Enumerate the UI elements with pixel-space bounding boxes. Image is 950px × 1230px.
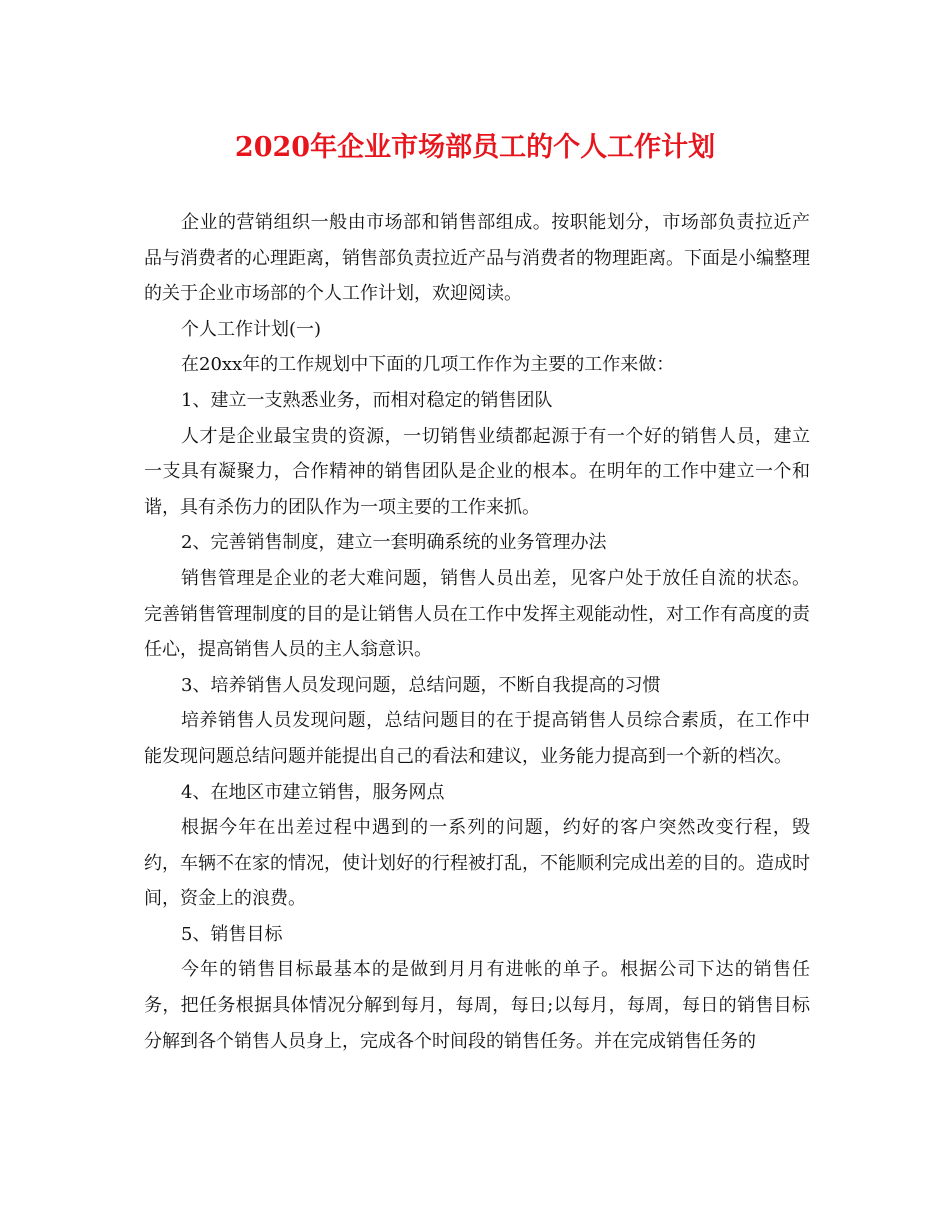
document-body (144, 205, 810, 1059)
item-body-2: 销售管理是企业的老大难问题，销售人员出差，见客户处于放任自流的状态。完善销售管理制度的目的是让销售人员在工作中发挥主观能动性，对工作有高度的责任心，提高销售人员的主人翁意识。 (144, 567, 810, 661)
item-body-3: 培养销售人员发现问题，总结问题目的在于提高销售人员综合素质，在工作中能发现问题总结问题并能提出自己的看法和建议，业务能力提高到一个新的档次。 (144, 710, 810, 767)
item-body-5: 今年的销售目标最基本的是做到月月有进帐的单子。根据公司下达的销售任务，把任务根据具体情况分解到每月，每周，每日;以每月，每周，每日的销售目标分解到各个销售人员身上，完成各个时间段的销售任务。并在完成销售任务的 (144, 959, 810, 1052)
paragraph-plan-intro: 在20xx年的工作规划中下面的几项工作作为主要的工作来做： (181, 354, 675, 376)
item-heading-3: 3、培养销售人员发现问题，总结问题，不断自我提高的习惯 (181, 674, 661, 696)
item-heading-5: 5、销售目标 (181, 923, 283, 945)
item-heading-4: 4、在地区市建立销售，服务网点 (181, 781, 445, 803)
document-title: 2020年企业市场部员工的个人工作计划 (234, 132, 716, 163)
section-heading-plan-one: 个人工作计划(一) (181, 318, 322, 340)
item-body-4: 根据今年在出差过程中遇到的一系列的问题，约好的客户突然改变行程，毁约，车辆不在家的情况，使计划好的行程被打乱，不能顺利完成出差的目的。造成时间，资金上的浪费。 (144, 817, 810, 910)
item-body-1: 人才是企业最宝贵的资源，一切销售业绩都起源于有一个好的销售人员，建立一支具有凝聚力，合作精神的销售团队是企业的根本。在明年的工作中建立一个和谐，具有杀伤力的团队作为一项主要的工作来抓。 (144, 425, 810, 518)
paragraph-intro: 企业的营销组织一般由市场部和销售部组成。按职能划分，市场部负责拉近产品与消费者的心理距离，销售部负责拉近产品与消费者的物理距离。下面是小编整理的关于企业市场部的个人工作计划，欢迎阅读。 (144, 212, 810, 305)
item-heading-2: 2、完善销售制度，建立一套明确系统的业务管理办法 (181, 532, 607, 554)
item-heading-1: 1、建立一支熟悉业务，而相对稳定的销售团队 (181, 389, 553, 411)
